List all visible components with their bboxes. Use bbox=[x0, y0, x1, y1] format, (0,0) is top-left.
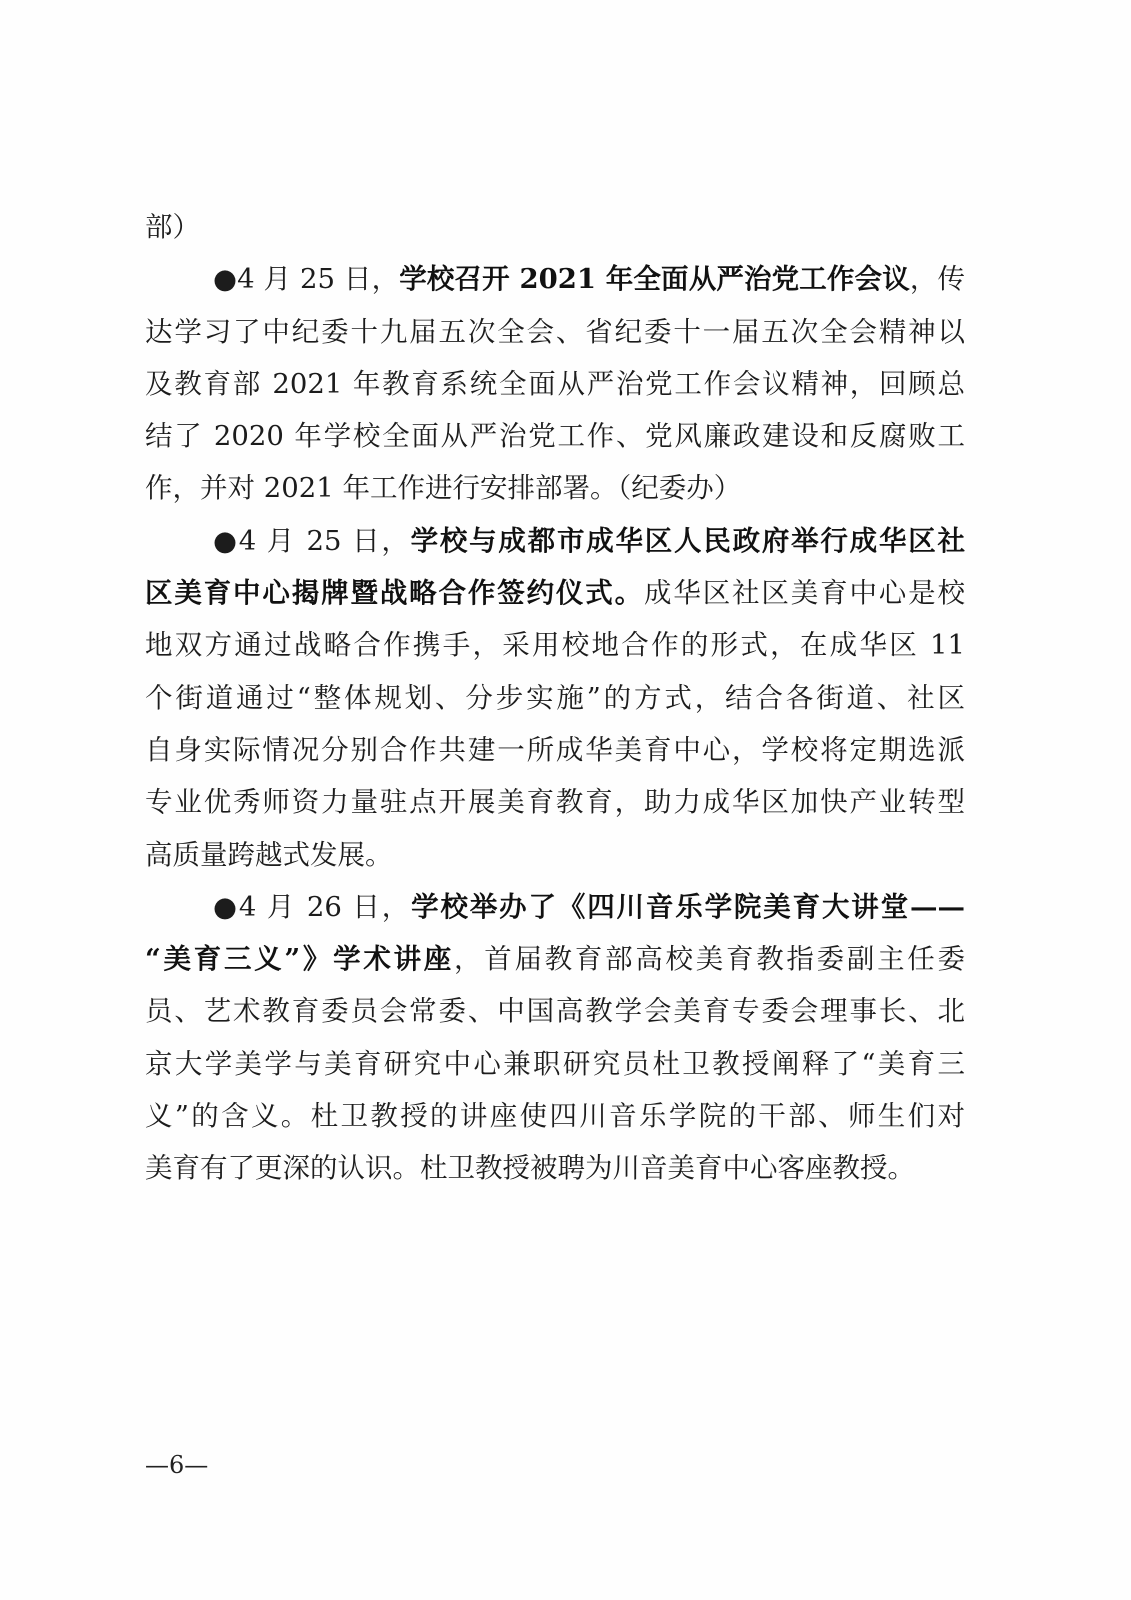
text-segment: 成华区社区美育中心是校 bbox=[643, 577, 965, 610]
text-segment: 员、艺术教育委员会常委、中国高教学会美育专委会理事长、北 bbox=[145, 995, 965, 1028]
text-line bbox=[145, 306, 965, 358]
text-segment: 结了 2020 年学校全面从严治党工作、党风廉政建设和反腐败工 bbox=[145, 420, 965, 453]
text-segment: ，传 bbox=[909, 263, 965, 296]
text-segment: 个街道通过“整体规划、分步实施”的方式，结合各街道、社区 bbox=[145, 681, 965, 714]
text-segment: 达学习了中纪委十九届五次全会、省纪委十一届五次全会精神以 bbox=[145, 315, 965, 348]
news-item-party-discipline-meeting bbox=[145, 253, 965, 514]
text-line bbox=[145, 410, 965, 462]
item-date: ●4 月 25 日， bbox=[213, 263, 400, 296]
text-segment: 自身实际情况分别合作共建一所成华美育中心，学校将定期选派 bbox=[145, 733, 965, 766]
text-line bbox=[145, 881, 965, 933]
text-line bbox=[145, 776, 965, 828]
continued-text-line bbox=[145, 201, 965, 253]
item-date: ●4 月 25 日， bbox=[213, 524, 411, 557]
text-segment: 作，并对 2021 年工作进行安排部署。（纪委办） bbox=[145, 472, 742, 505]
news-item-chenghua-aesthetic-center bbox=[145, 515, 965, 881]
text-segment: 高质量跨越式发展。 bbox=[145, 838, 393, 871]
text-segment: 美育有了更深的认识。杜卫教授被聘为川音美育中心客座教授。 bbox=[145, 1152, 915, 1185]
body-text bbox=[145, 201, 965, 1195]
text-line bbox=[145, 515, 965, 567]
text-segment: 地双方通过战略合作携手，采用校地合作的形式，在成华区 11 bbox=[145, 629, 965, 662]
item-headline: 学校举办了《四川音乐学院美育大讲堂—— bbox=[411, 890, 965, 923]
text-line bbox=[145, 358, 965, 410]
text-line bbox=[145, 1038, 965, 1090]
text-line bbox=[145, 462, 965, 514]
item-headline: “美育三义”》学术讲座 bbox=[145, 943, 455, 976]
text-line bbox=[145, 253, 965, 305]
text-segment: 专业优秀师资力量驻点开展美育教育，助力成华区加快产业转型 bbox=[145, 786, 965, 819]
item-headline: 学校召开 2021 年全面从严治党工作会议 bbox=[399, 263, 910, 296]
text-line bbox=[145, 672, 965, 724]
text-segment: 义”的含义。杜卫教授的讲座使四川音乐学院的干部、师生们对 bbox=[145, 1100, 965, 1133]
item-date: ●4 月 26 日， bbox=[213, 890, 412, 923]
text-line bbox=[145, 619, 965, 671]
text-segment: 京大学美学与美育研究中心兼职研究员杜卫教授阐释了“美育三 bbox=[145, 1047, 965, 1080]
item-headline: 区美育中心揭牌暨战略合作签约仪式。 bbox=[145, 577, 644, 610]
continued-fragment: 部） bbox=[145, 211, 200, 243]
text-line bbox=[145, 1142, 965, 1194]
item-headline: 学校与成都市成华区人民政府举行成华区社 bbox=[410, 524, 965, 557]
text-line bbox=[145, 933, 965, 985]
news-item-aesthetic-lecture bbox=[145, 881, 965, 1195]
text-segment: ，首届教育部高校美育教指委副主任委 bbox=[454, 943, 965, 976]
text-segment: 及教育部 2021 年教育系统全面从严治党工作会议精神，回顾总 bbox=[145, 367, 965, 400]
text-line bbox=[145, 985, 965, 1037]
text-line bbox=[145, 1090, 965, 1142]
page-number: —6— bbox=[145, 1451, 209, 1479]
text-line bbox=[145, 829, 965, 881]
text-line bbox=[145, 724, 965, 776]
text-line bbox=[145, 567, 965, 619]
